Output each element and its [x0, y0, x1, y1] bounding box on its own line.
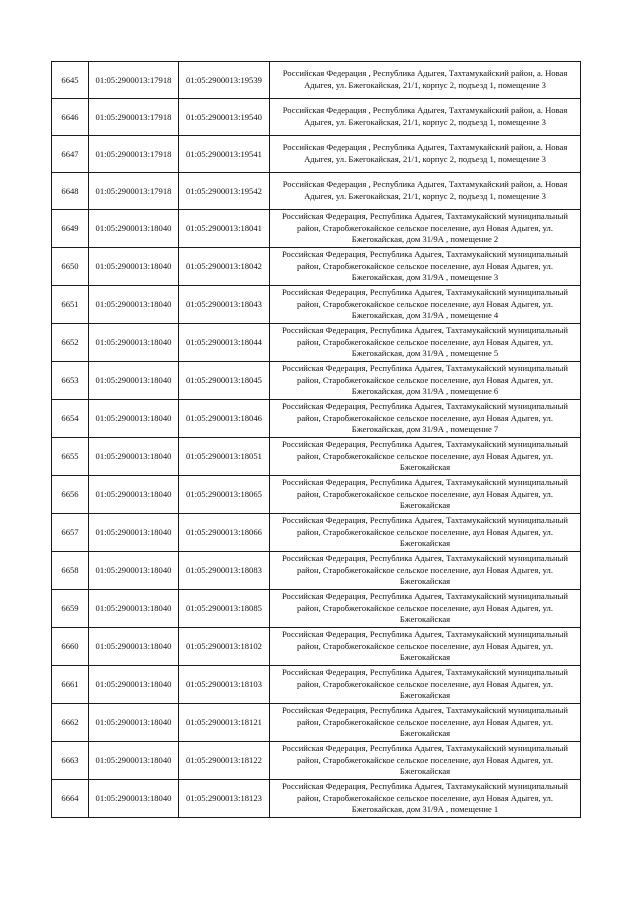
parent-cadastral-number: 01:05:2900013:18040 [89, 552, 179, 590]
table-row [52, 210, 581, 248]
row-number: 6661 [52, 666, 89, 704]
cadastral-number: 01:05:2900013:18041 [179, 210, 270, 248]
cadastral-number: 01:05:2900013:18102 [179, 628, 270, 666]
row-number: 6646 [52, 99, 89, 136]
cadastral-number: 01:05:2900013:18122 [179, 742, 270, 780]
table-row [52, 248, 581, 286]
address: Российская Федерация, Республика Адыгея, Тахтамукайский муниципальный район, Старобжегокайское сельское поселение, аул Новая Адыгея, ул. Бжегокайская [270, 742, 581, 780]
table-row [52, 362, 581, 400]
parent-cadastral-number: 01:05:2900013:17918 [89, 99, 179, 136]
table-row [52, 666, 581, 704]
address: Российская Федерация , Республика Адыгея, Тахтамукайский район, а. Новая Адыгея, ул. Бжегокайская, 21/1, корпус 2, подъезд 1, помещение 3 [270, 62, 581, 99]
parent-cadastral-number: 01:05:2900013:18040 [89, 286, 179, 324]
address: Российская Федерация, Республика Адыгея, Тахтамукайский муниципальный район, Старобжегокайское сельское поселение, аул Новая Адыгея, ул. Бжегокайская [270, 590, 581, 628]
cadastral-number: 01:05:2900013:18083 [179, 552, 270, 590]
row-number: 6658 [52, 552, 89, 590]
parent-cadastral-number: 01:05:2900013:18040 [89, 324, 179, 362]
cadastral-number: 01:05:2900013:18044 [179, 324, 270, 362]
parent-cadastral-number: 01:05:2900013:18040 [89, 514, 179, 552]
address: Российская Федерация, Республика Адыгея, Тахтамукайский муниципальный район, Старобжегокайское сельское поселение, аул Новая Адыгея, ул. Бжегокайская, дом 31/9А , помещение 1 [270, 780, 581, 818]
address: Российская Федерация, Республика Адыгея, Тахтамукайский муниципальный район, Старобжегокайское сельское поселение, аул Новая Адыгея, ул. Бжегокайская [270, 666, 581, 704]
address: Российская Федерация, Республика Адыгея, Тахтамукайский муниципальный район, Старобжегокайское сельское поселение, аул Новая Адыгея, ул. Бжегокайская, дом 31/9А , помещение 2 [270, 210, 581, 248]
parent-cadastral-number: 01:05:2900013:18040 [89, 780, 179, 818]
table-row [52, 173, 581, 210]
table-row [52, 514, 581, 552]
cadastral-number: 01:05:2900013:19541 [179, 136, 270, 173]
row-number: 6660 [52, 628, 89, 666]
row-number: 6656 [52, 476, 89, 514]
cadastral-number: 01:05:2900013:19540 [179, 99, 270, 136]
row-number: 6663 [52, 742, 89, 780]
cadastral-number: 01:05:2900013:18121 [179, 704, 270, 742]
address: Российская Федерация , Республика Адыгея, Тахтамукайский район, а. Новая Адыгея, ул. Бжегокайская, 21/1, корпус 2, подъезд 1, помещение 3 [270, 99, 581, 136]
cadastral-number: 01:05:2900013:18045 [179, 362, 270, 400]
address: Российская Федерация , Республика Адыгея, Тахтамукайский район, а. Новая Адыгея, ул. Бжегокайская, 21/1, корпус 2, подъезд 1, помещение 3 [270, 136, 581, 173]
table-row [52, 552, 581, 590]
parent-cadastral-number: 01:05:2900013:18040 [89, 362, 179, 400]
row-number: 6657 [52, 514, 89, 552]
row-number: 6649 [52, 210, 89, 248]
address: Российская Федерация, Республика Адыгея, Тахтамукайский муниципальный район, Старобжегокайское сельское поселение, аул Новая Адыгея, ул. Бжегокайская, дом 31/9А , помещение 7 [270, 400, 581, 438]
cadastral-number: 01:05:2900013:18103 [179, 666, 270, 704]
parent-cadastral-number: 01:05:2900013:18040 [89, 742, 179, 780]
parent-cadastral-number: 01:05:2900013:18040 [89, 210, 179, 248]
row-number: 6662 [52, 704, 89, 742]
parent-cadastral-number: 01:05:2900013:18040 [89, 590, 179, 628]
address: Российская Федерация, Республика Адыгея, Тахтамукайский муниципальный район, Старобжегокайское сельское поселение, аул Новая Адыгея, ул. Бжегокайская [270, 438, 581, 476]
row-number: 6664 [52, 780, 89, 818]
row-number: 6647 [52, 136, 89, 173]
table-row [52, 286, 581, 324]
table-row [52, 324, 581, 362]
property-table [51, 61, 581, 818]
row-number: 6651 [52, 286, 89, 324]
cadastral-number: 01:05:2900013:18065 [179, 476, 270, 514]
parent-cadastral-number: 01:05:2900013:18040 [89, 704, 179, 742]
address: Российская Федерация, Республика Адыгея, Тахтамукайский муниципальный район, Старобжегокайское сельское поселение, аул Новая Адыгея, ул. Бжегокайская [270, 628, 581, 666]
parent-cadastral-number: 01:05:2900013:18040 [89, 400, 179, 438]
cadastral-number: 01:05:2900013:18123 [179, 780, 270, 818]
address: Российская Федерация , Республика Адыгея, Тахтамукайский район, а. Новая Адыгея, ул. Бжегокайская, 21/1, корпус 2, подъезд 1, помещение 3 [270, 173, 581, 210]
table-row [52, 99, 581, 136]
table-row [52, 438, 581, 476]
address: Российская Федерация, Республика Адыгея, Тахтамукайский муниципальный район, Старобжегокайское сельское поселение, аул Новая Адыгея, ул. Бжегокайская [270, 552, 581, 590]
table-row [52, 476, 581, 514]
parent-cadastral-number: 01:05:2900013:17918 [89, 62, 179, 99]
address: Российская Федерация, Республика Адыгея, Тахтамукайский муниципальный район, Старобжегокайское сельское поселение, аул Новая Адыгея, ул. Бжегокайская, дом 31/9А , помещение 5 [270, 324, 581, 362]
address: Российская Федерация, Республика Адыгея, Тахтамукайский муниципальный район, Старобжегокайское сельское поселение, аул Новая Адыгея, ул. Бжегокайская, дом 31/9А , помещение 3 [270, 248, 581, 286]
address: Российская Федерация, Республика Адыгея, Тахтамукайский муниципальный район, Старобжегокайское сельское поселение, аул Новая Адыгея, ул. Бжегокайская [270, 704, 581, 742]
row-number: 6652 [52, 324, 89, 362]
cadastral-number: 01:05:2900013:18066 [179, 514, 270, 552]
row-number: 6645 [52, 62, 89, 99]
cadastral-number: 01:05:2900013:18046 [179, 400, 270, 438]
parent-cadastral-number: 01:05:2900013:18040 [89, 666, 179, 704]
parent-cadastral-number: 01:05:2900013:18040 [89, 248, 179, 286]
row-number: 6654 [52, 400, 89, 438]
table-row [52, 780, 581, 818]
address: Российская Федерация, Республика Адыгея, Тахтамукайский муниципальный район, Старобжегокайское сельское поселение, аул Новая Адыгея, ул. Бжегокайская, дом 31/9А , помещение 6 [270, 362, 581, 400]
parent-cadastral-number: 01:05:2900013:17918 [89, 136, 179, 173]
address: Российская Федерация, Республика Адыгея, Тахтамукайский муниципальный район, Старобжегокайское сельское поселение, аул Новая Адыгея, ул. Бжегокайская [270, 514, 581, 552]
address: Российская Федерация, Республика Адыгея, Тахтамукайский муниципальный район, Старобжегокайское сельское поселение, аул Новая Адыгея, ул. Бжегокайская [270, 476, 581, 514]
parent-cadastral-number: 01:05:2900013:18040 [89, 438, 179, 476]
address: Российская Федерация, Республика Адыгея, Тахтамукайский муниципальный район, Старобжегокайское сельское поселение, аул Новая Адыгея, ул. Бжегокайская, дом 31/9А , помещение 4 [270, 286, 581, 324]
table-row [52, 136, 581, 173]
parent-cadastral-number: 01:05:2900013:18040 [89, 628, 179, 666]
cadastral-number: 01:05:2900013:18085 [179, 590, 270, 628]
cadastral-number: 01:05:2900013:19539 [179, 62, 270, 99]
table-row [52, 62, 581, 99]
row-number: 6653 [52, 362, 89, 400]
row-number: 6648 [52, 173, 89, 210]
table-row [52, 590, 581, 628]
cadastral-number: 01:05:2900013:19542 [179, 173, 270, 210]
row-number: 6659 [52, 590, 89, 628]
parent-cadastral-number: 01:05:2900013:17918 [89, 173, 179, 210]
parent-cadastral-number: 01:05:2900013:18040 [89, 476, 179, 514]
table-row [52, 628, 581, 666]
cadastral-number: 01:05:2900013:18042 [179, 248, 270, 286]
cadastral-number: 01:05:2900013:18051 [179, 438, 270, 476]
table-row [52, 400, 581, 438]
row-number: 6655 [52, 438, 89, 476]
table-row [52, 704, 581, 742]
row-number: 6650 [52, 248, 89, 286]
table-row [52, 742, 581, 780]
cadastral-number: 01:05:2900013:18043 [179, 286, 270, 324]
